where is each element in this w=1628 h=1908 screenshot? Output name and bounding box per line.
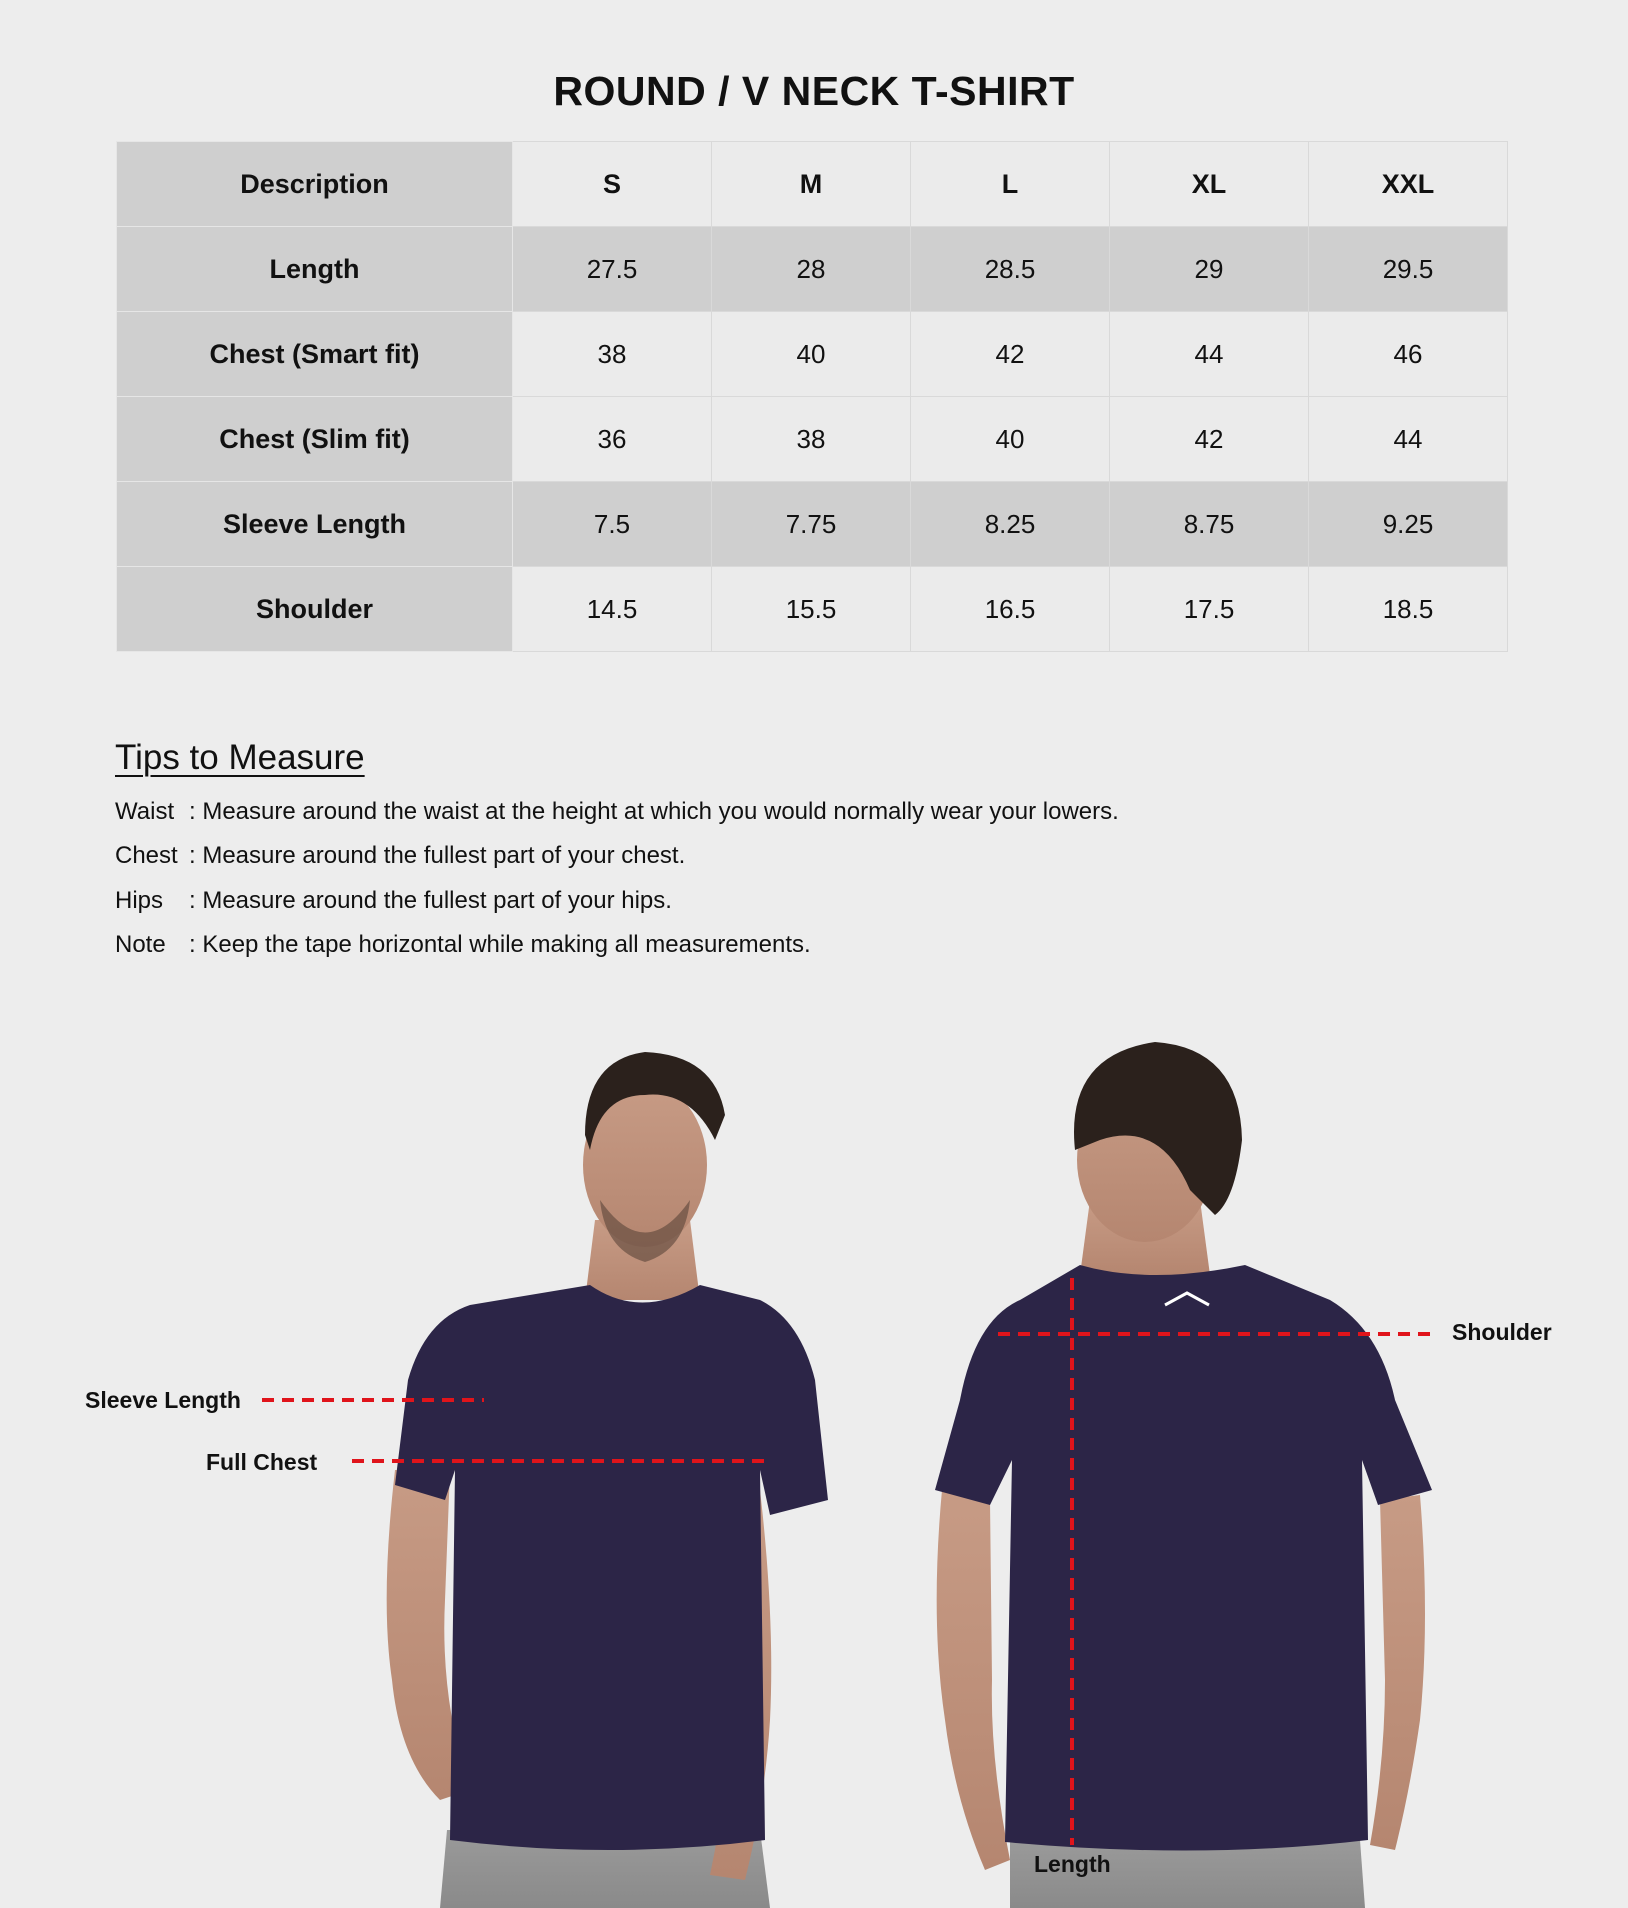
tip-hips	[115, 887, 672, 915]
tip-label: Note	[115, 931, 166, 958]
table-cell: 38	[513, 312, 712, 397]
back-model	[935, 1042, 1432, 1908]
table-cell: 38	[712, 397, 911, 482]
row-label: Length	[117, 227, 513, 312]
table-cell: 40	[712, 312, 911, 397]
back-tshirt	[935, 1265, 1432, 1851]
tip-text: : Measure around the waist at the height at which you would normally wear your lowers.	[189, 798, 1119, 825]
row-label: Sleeve Length	[117, 482, 513, 567]
table-cell: 14.5	[513, 567, 712, 652]
table-row	[117, 227, 1508, 312]
table-cell: 28	[712, 227, 911, 312]
table-row	[117, 482, 1508, 567]
tips-heading: Tips to Measure	[115, 738, 365, 777]
tip-waist	[115, 798, 1119, 826]
table-cell: 16.5	[911, 567, 1110, 652]
table-cell: 18.5	[1309, 567, 1508, 652]
table-cell: 28.5	[911, 227, 1110, 312]
tip-note	[115, 931, 811, 959]
table-cell: 42	[1110, 397, 1309, 482]
header-size-s: S	[513, 142, 712, 227]
page-title: ROUND / V NECK T-SHIRT	[553, 68, 1075, 114]
header-size-m: M	[712, 142, 911, 227]
callout-length: Length	[1034, 1851, 1111, 1877]
table-cell: 17.5	[1110, 567, 1309, 652]
callout-shoulder: Shoulder	[1452, 1319, 1552, 1345]
tip-text: : Keep the tape horizontal while making all measurements.	[189, 931, 811, 958]
table-cell: 15.5	[712, 567, 911, 652]
header-size-xl: XL	[1110, 142, 1309, 227]
table-cell: 46	[1309, 312, 1508, 397]
table-cell: 9.25	[1309, 482, 1508, 567]
back-right-arm	[1370, 1495, 1425, 1850]
tip-label: Chest	[115, 842, 178, 869]
table-cell: 8.75	[1110, 482, 1309, 567]
size-chart-table	[116, 141, 1508, 652]
tip-chest	[115, 842, 685, 870]
table-cell: 44	[1110, 312, 1309, 397]
tip-text: : Measure around the fullest part of your hips.	[189, 887, 672, 914]
callout-full-chest: Full Chest	[206, 1449, 318, 1475]
tip-label: Waist	[115, 798, 175, 825]
front-model	[387, 1052, 828, 1908]
row-label: Chest (Slim fit)	[117, 397, 513, 482]
header-size-l: L	[911, 142, 1110, 227]
header-description: Description	[117, 142, 513, 227]
table-header-row	[117, 142, 1508, 227]
header-size-xxl: XXL	[1309, 142, 1508, 227]
callout-sleeve-length: Sleeve Length	[85, 1387, 241, 1413]
table-cell: 7.5	[513, 482, 712, 567]
table-cell: 7.75	[712, 482, 911, 567]
table-cell: 29	[1110, 227, 1309, 312]
tip-text: : Measure around the fullest part of your chest.	[189, 842, 686, 869]
table-cell: 36	[513, 397, 712, 482]
table-row	[117, 567, 1508, 652]
row-label: Shoulder	[117, 567, 513, 652]
table-cell: 29.5	[1309, 227, 1508, 312]
table-cell: 40	[911, 397, 1110, 482]
table-cell: 27.5	[513, 227, 712, 312]
table-row	[117, 312, 1508, 397]
table-row	[117, 397, 1508, 482]
row-label: Chest (Smart fit)	[117, 312, 513, 397]
table-cell: 42	[911, 312, 1110, 397]
tip-label: Hips	[115, 887, 164, 914]
back-left-arm	[937, 1490, 1010, 1870]
table-cell: 44	[1309, 397, 1508, 482]
table-cell: 8.25	[911, 482, 1110, 567]
